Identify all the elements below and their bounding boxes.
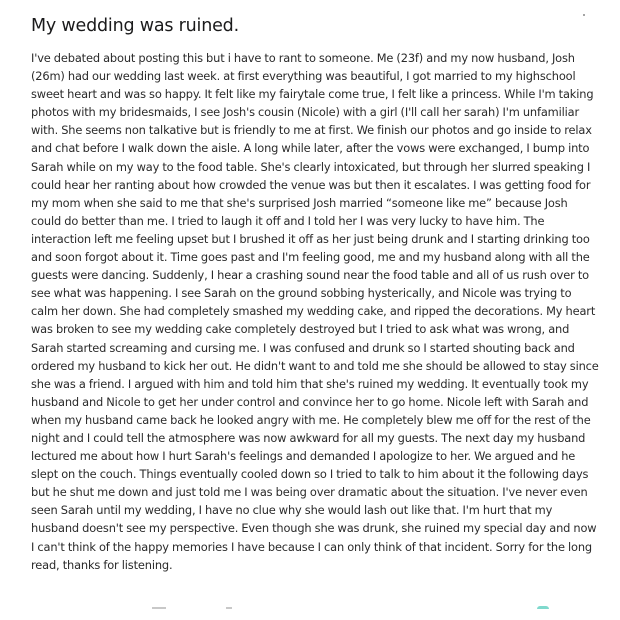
post-body: I've debated about posting this but i have to rant to someone. Me (23f) and my now husband, Josh (26m) had our wedding last week. at first everything was beautiful, I got married to my highschool sweet heart and was so happy. It felt like my fairytale come true, I felt like a princess. While I'm taking photos with my bridesmaids, I see Josh's cousin (Nicole) with a girl (I'll call her sarah) I'm unfamiliar with. She seems non talkative but is friendly to me at first. We finish our photos and go inside to relax and chat before I walk down the aisle. A long while later, after the vows were exchanged, I bump into Sarah while on my way to the food table. She's clearly intoxicated, but through her slurred speaking I could hear her ranting about how crowded the venue was but then it escalates. I was getting food for my mom when she said to me that she's surprised Josh married “someone like me” because Josh could do better than me. I tried to laugh it off and I told her I was very lucky to have him. The interaction left me feeling upset but I brushed it off as her just being drunk and I starting drinking too and soon forgot about it. Time goes past and I'm feeling good, me and my husband along with all the guests were dancing. Suddenly, I hear a crashing sound near the food table and all of us rush over to see what was happening. I see Sarah on the ground sobbing hysterically, and Nicole was trying to calm her down. She had completely smashed my wedding cake, and ripped the decorations. My heart was broken to see my wedding cake completely destroyed but I tried to ask what was wrong, and Sarah started screaming and cursing me. I was confused and drunk so I started shouting back and ordered my husband to kick her out. He didn't want to and told me she should be allowed to stay since she was a friend. I argued with him and told him that she's ruined my wedding. It eventually took my husband and Nicole to get her under control and convince her to go home. Nicole left with Sarah and when my husband came back he looked angry with me. He completely blew me off for the rest of the night and I could tell the atmosphere was now awkward for all my guests. The next day my husband lectured me about how I hurt Sarah's feelings and demanded I apologize to her. We argued and he slept on the couch. Things eventually cooled down so I tried to talk to him about it the following days but he shut me down and just told me I was being over dramatic about the situation. I've never even seen Sarah until my wedding, I have no clue why she would lash out like that. I'm hurt that my husband doesn't see my perspective. Even though she was drunk, she ruined my special day and now I can't think of the happy memories I have because I can only think of that incident. Sorry for the long read, thanks for listening. (31, 51, 599, 572)
action-icon-fragment (226, 607, 232, 609)
post (31, 14, 599, 574)
action-icon-fragment (152, 607, 166, 609)
post-title: My wedding was ruined. (31, 16, 239, 36)
award-icon (537, 606, 549, 609)
post-action-bar-cropped (0, 602, 620, 620)
